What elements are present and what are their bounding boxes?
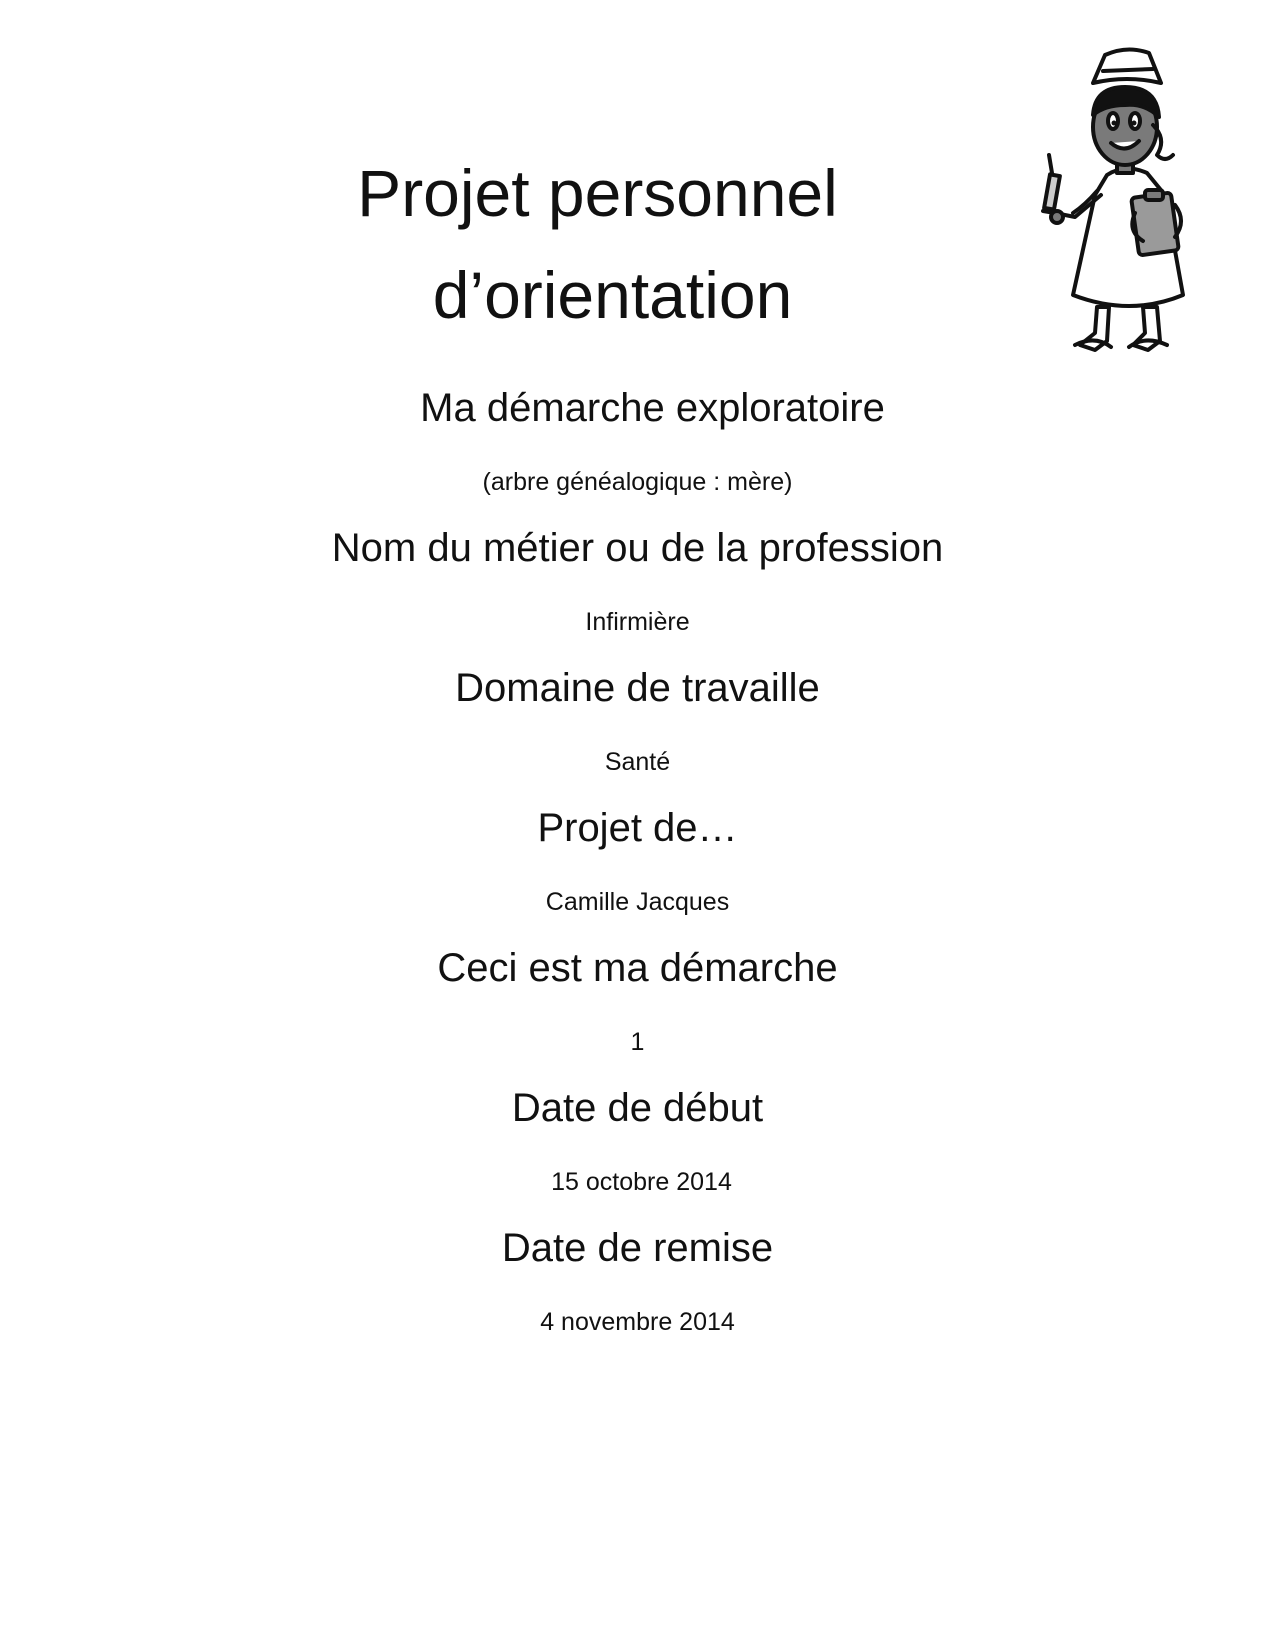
value-profession: Infirmière	[585, 608, 690, 636]
heading-due-date: Date de remise	[501, 1226, 774, 1270]
heading-project-of: Projet de…	[537, 806, 738, 850]
heading-start-date: Date de début	[511, 1086, 764, 1130]
subtitle-note: (arbre généalogique : mère)	[482, 468, 793, 496]
value-domain: Santé	[604, 748, 671, 776]
value-due-date: 4 novembre 2014	[540, 1308, 735, 1336]
value-approach-number: 1	[630, 1028, 645, 1056]
value-start-date: 15 octobre 2014	[551, 1168, 732, 1196]
page-title-line2: d’orientation	[432, 258, 793, 332]
heading-domain: Domaine de travaille	[455, 666, 820, 710]
page-title-line1: Projet personnel	[357, 156, 838, 230]
heading-profession: Nom du métier ou de la profession	[331, 526, 944, 570]
value-student-name: Camille Jacques	[545, 888, 730, 916]
nurse-icon	[1035, 45, 1220, 355]
page-subtitle: Ma démarche exploratoire	[420, 386, 885, 430]
heading-approach-number: Ceci est ma démarche	[437, 946, 838, 990]
